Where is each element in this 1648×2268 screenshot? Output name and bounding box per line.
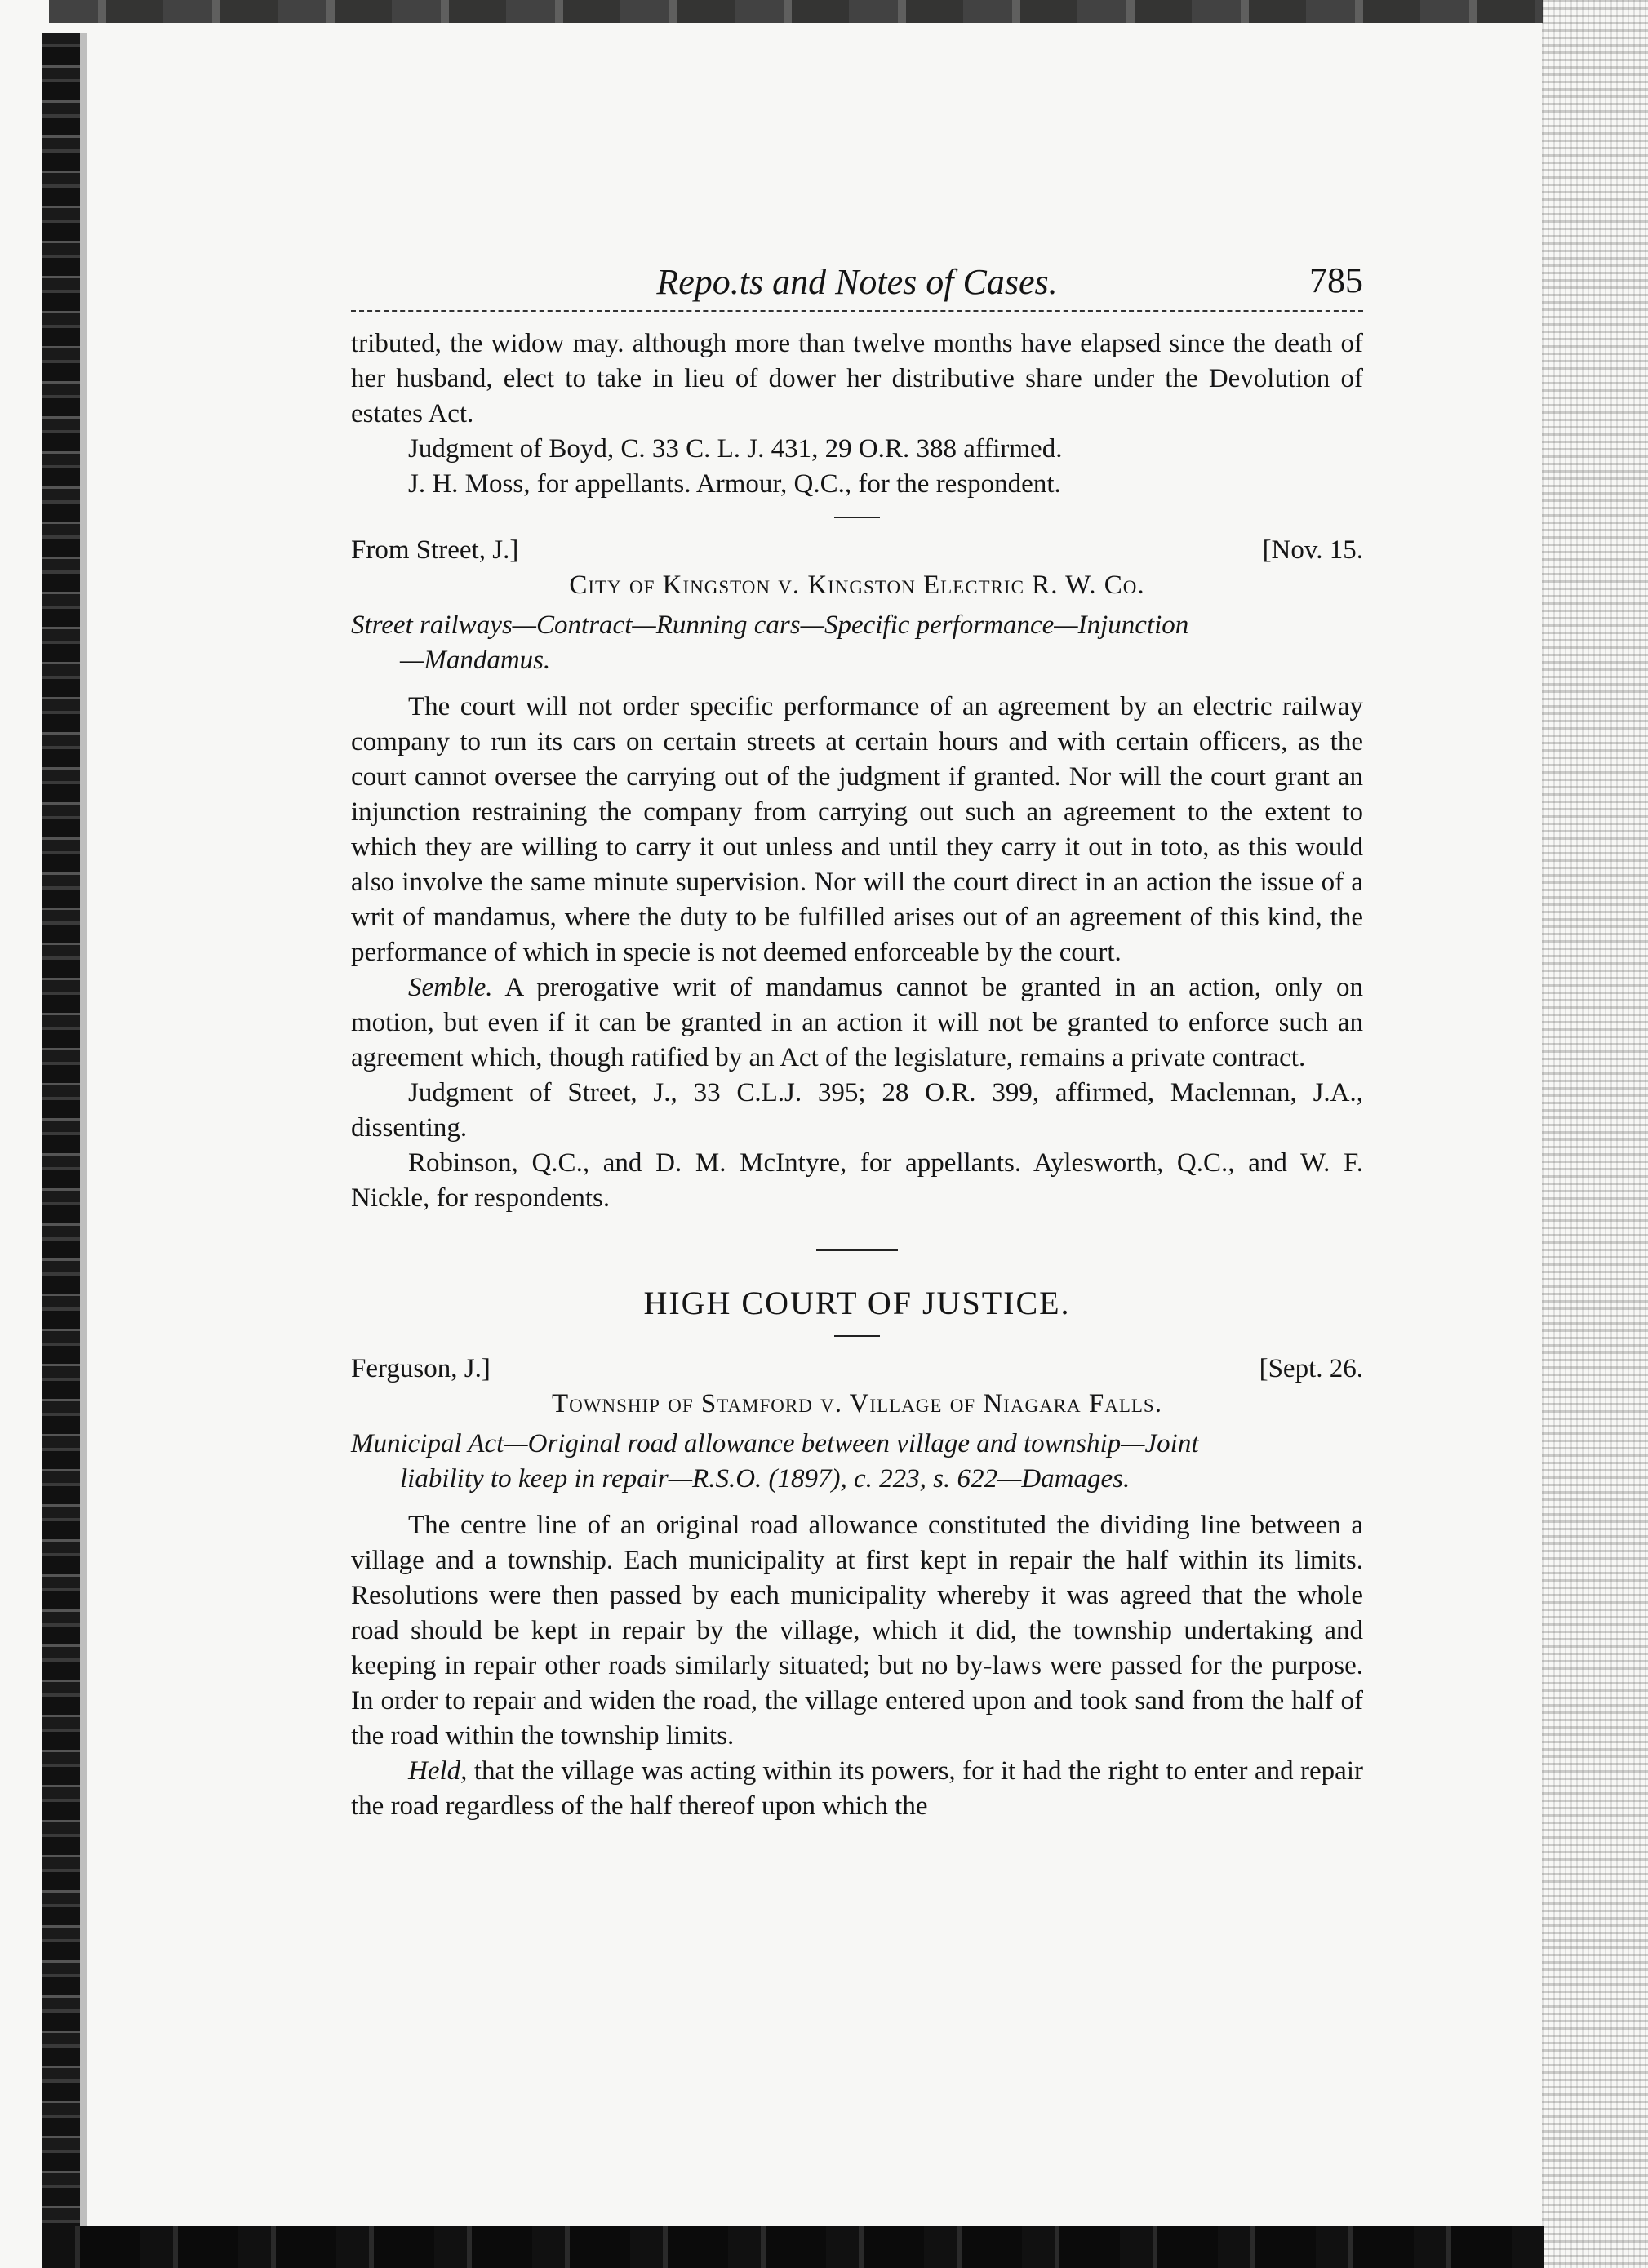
carryover-judgment: Judgment of Boyd, C. 33 C. L. J. 431, 29 O.R. 388 affirmed. (408, 434, 1063, 464)
section-divider (834, 517, 880, 518)
case2-date: [Sept. 26. (1259, 1354, 1363, 1383)
scan-edge-right (1542, 0, 1648, 2268)
held-label: Held, (408, 1756, 468, 1786)
case2-headnote: The centre line of an original road allowance constituted the dividing line between a village and a township. Each municipality at first kept in repair the half within its limits. Resolutions were then passed by each municipality whereby it was agreed that the whole road should be kept in repair by the village, which it did, the township undertaking and keeping in repair other roads similarly situated; but no by-laws were passed for the purpose. In order to repair and widen the road, the village entered upon and took sand from the half of the road within the township limits. (351, 1511, 1363, 1751)
case1-catchwords (351, 608, 1363, 678)
heading-divider (834, 1335, 880, 1337)
case1-date: [Nov. 15. (1262, 535, 1363, 565)
case2-title: Township of Stamford v. Village of Niagara Falls. (552, 1389, 1162, 1418)
running-header (351, 261, 1363, 312)
scan-binding-shadow (80, 33, 87, 2236)
case1-header-line (351, 533, 1363, 568)
scan-binding-left (42, 33, 80, 2236)
case1-judge: From Street, J.] (351, 535, 519, 565)
case1-headnote: The court will not order specific performance of an agreement by an electric railway company to run its cars on certain streets at certain hours and with certain officers, as the court cannot oversee the carrying out of the judgment if granted. Nor will the court grant an injunction restraining the company from carrying out such an agreement to the extent to which they are willing to carry it out unless and until they carry it out in toto, as this would also involve the same minute supervision. Nor will the court direct in an action the issue of a writ of mandamus, where the duty to be fulfilled arises out of an agreement of this kind, the performance of which in specie is not deemed enforceable by the court. (351, 692, 1363, 967)
court-heading: HIGH COURT OF JUSTICE. (643, 1285, 1071, 1321)
scan-edge-top (49, 0, 1543, 23)
document-page (351, 261, 1363, 1824)
semble-text: A prerogative writ of mandamus cannot be granted in an action, only on motion, but even if it can be granted in an action it will not be granted to enforce such an agreement which, though ratified by an Act of the legislature, remains a private contract. (351, 973, 1363, 1072)
case1-catchwords-line1: Street railways—Contract—Running cars—Specific performance—Injunction (351, 610, 1189, 640)
carryover-counsel: J. H. Moss, for appellants. Armour, Q.C., for the respondent. (408, 469, 1061, 499)
case2-catchwords-line2: liability to keep in repair—R.S.O. (1897), c. 223, s. 622—Damages. (400, 1464, 1131, 1494)
case1-catchwords-line2: —Mandamus. (400, 646, 551, 675)
semble-label: Semble. (408, 973, 493, 1002)
court-divider (816, 1249, 898, 1251)
case1-semble (351, 970, 1363, 1076)
case2-catchwords-line1: Municipal Act—Original road allowance between village and township—Joint (351, 1429, 1199, 1458)
case2-held (351, 1754, 1363, 1824)
case1-counsel: Robinson, Q.C., and D. M. McIntyre, for appellants. Aylesworth, Q.C., and W. F. Nickle, for respondents. (351, 1148, 1363, 1213)
case1-title: City of Kingston v. Kingston Electric R. W. Co. (569, 570, 1145, 600)
case2-header-line (351, 1351, 1363, 1387)
case1-judgment: Judgment of Street, J., 33 C.L.J. 395; 28 O.R. 399, affirmed, Maclennan, J.A., dissenting. (351, 1078, 1363, 1143)
carryover-paragraph: tributed, the widow may. although more than twelve months have elapsed since the death of her husband, elect to take in lieu of dower her distributive share under the Devolution of estates Act. (351, 329, 1363, 428)
page-number: 785 (1309, 260, 1363, 300)
scan-edge-bottom (42, 2226, 1544, 2268)
case2-catchwords (351, 1427, 1363, 1497)
running-title: Repo.ts and Notes of Cases. (656, 262, 1058, 302)
case2-judge: Ferguson, J.] (351, 1354, 491, 1383)
held-text: that the village was acting within its powers, for it had the right to enter and repair the road regardless of the half thereof upon which the (351, 1756, 1363, 1821)
